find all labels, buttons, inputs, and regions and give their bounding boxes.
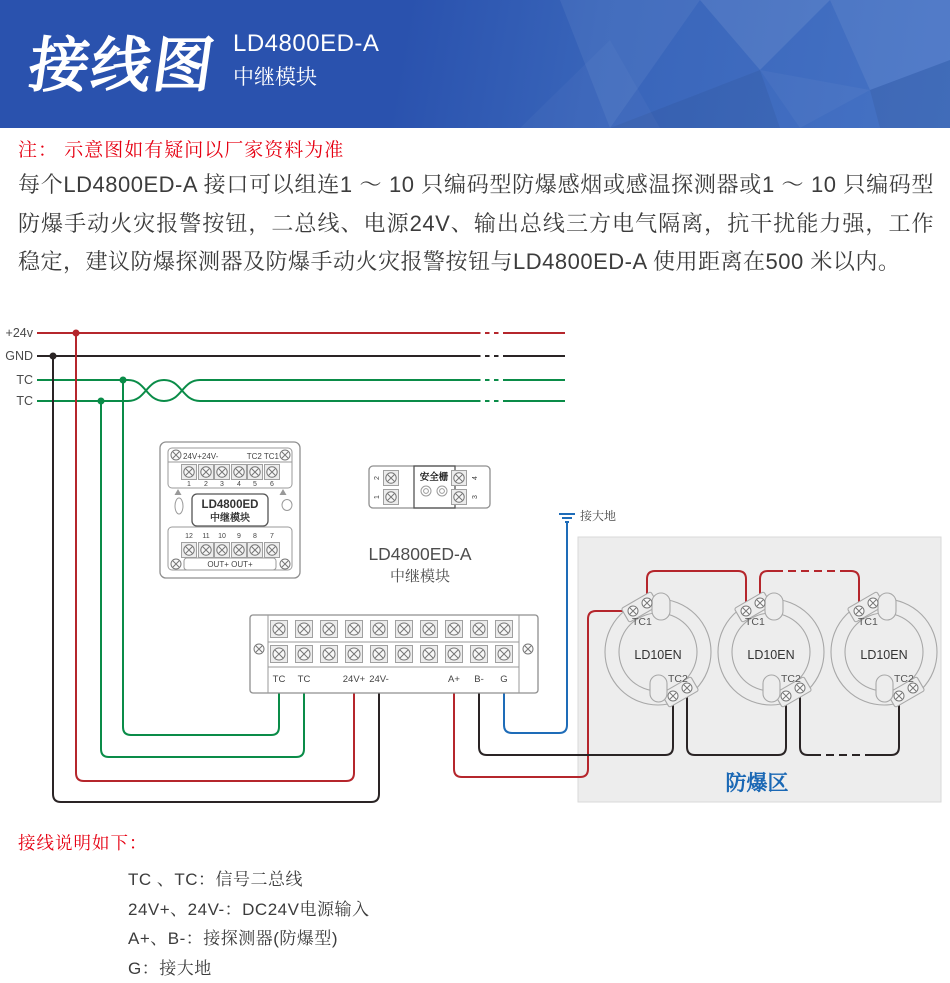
- terminal-strip: [250, 615, 538, 693]
- header-banner: [0, 0, 950, 128]
- module-top-right-label: TC2 TC1: [247, 452, 280, 461]
- bus-lines: [5, 326, 565, 408]
- terminal-screw: [452, 490, 467, 505]
- terminal-screw: [496, 621, 513, 638]
- screw-icon: [254, 644, 264, 654]
- detector-tc2-label: TC2: [781, 673, 801, 685]
- junction-dot-black: [50, 353, 57, 360]
- junction-dot-red: [73, 330, 80, 337]
- legend-item: 24V+、24V-：DC24V电源输入: [128, 895, 369, 925]
- terminal-number: 10: [218, 533, 226, 540]
- strip-label-aplus: A+: [448, 674, 460, 685]
- terminal-screw: [496, 646, 513, 663]
- terminal-number: 3: [472, 495, 479, 499]
- junction-dot-green-a: [120, 377, 127, 384]
- screw-icon: [755, 598, 765, 608]
- safety-barrier-box: [369, 466, 490, 508]
- barrier-label: 安全栅: [420, 471, 449, 483]
- terminal-screw: [215, 465, 230, 480]
- terminal-screw: [296, 646, 313, 663]
- screw-icon: [668, 691, 678, 701]
- screw-icon: [868, 598, 878, 608]
- diagram-caption: LD4800ED-A: [368, 544, 471, 564]
- terminal-number: 11: [202, 533, 209, 540]
- terminal-screw: [321, 621, 338, 638]
- screw-icon: [171, 450, 181, 460]
- detector-tc2-label: TC2: [894, 673, 914, 685]
- wiring-diagram: [0, 320, 950, 822]
- note-text: 注： 示意图如有疑问以厂家资料为准: [18, 135, 344, 162]
- strip-label-24vminus: 24V-: [369, 674, 389, 685]
- terminal-screw: [371, 621, 388, 638]
- header-model: LD4800ED-A: [233, 30, 379, 58]
- screw-icon: [523, 644, 533, 654]
- terminal-screw: [396, 621, 413, 638]
- legend-item: TC 、TC：信号二总线: [128, 865, 369, 895]
- detector-name: LD10EN: [634, 648, 681, 662]
- terminal-screw: [471, 646, 488, 663]
- module-detail-box: [160, 442, 300, 578]
- terminal-screw: [471, 621, 488, 638]
- screw-icon: [894, 691, 904, 701]
- screw-icon: [741, 606, 751, 616]
- terminal-screw: [296, 621, 313, 638]
- detector-tc1-label: TC1: [858, 616, 878, 628]
- page-title: 接线图: [24, 18, 222, 104]
- terminal-screw: [182, 543, 197, 558]
- header-subtitle: 中继模块: [233, 61, 317, 91]
- description-text: 每个LD4800ED-A 接口可以组连1 ～ 10 只编码型防爆感烟或感温探测器或1 ～ 10 只编码型防爆手动火灾报警按钮，二总线、电源24V、输出总线三方电气隔离，抗干扰能力强，工作稳定，建议防爆探测器及防爆手动火灾报警按钮与LD4800ED-A 使用距离在500 米以内。: [18, 166, 934, 282]
- terminal-screw: [346, 646, 363, 663]
- legend: [18, 830, 369, 983]
- strip-label-g: G: [500, 674, 507, 685]
- strip-label-tc1: TC: [273, 674, 286, 685]
- terminal-number: 1: [374, 495, 381, 499]
- terminal-screw: [199, 465, 214, 480]
- bus-label-gnd: GND: [5, 349, 33, 363]
- bus-label-tc1: TC: [16, 373, 33, 387]
- terminal-screw: [346, 621, 363, 638]
- screw-icon: [171, 559, 181, 569]
- legend-item: G：接大地: [128, 954, 369, 983]
- terminal-screw: [371, 646, 388, 663]
- screw-icon: [642, 598, 652, 608]
- terminal-screw: [248, 465, 263, 480]
- screw-icon: [781, 691, 791, 701]
- module-name: LD4800ED: [202, 499, 259, 511]
- junction-dot-green-b: [98, 398, 105, 405]
- terminal-number: 6: [270, 481, 274, 488]
- terminal-number: 9: [237, 533, 241, 540]
- terminal-screw: [232, 465, 247, 480]
- terminal-screw: [446, 621, 463, 638]
- terminal-number: 12: [185, 533, 193, 540]
- terminal-screw: [248, 543, 263, 558]
- detector-name: LD10EN: [747, 648, 794, 662]
- terminal-number: 5: [253, 481, 257, 488]
- detector-tc1-label: TC1: [745, 616, 765, 628]
- detector-tc1-label: TC1: [632, 616, 652, 628]
- terminal-screw: [232, 543, 247, 558]
- module-bottom-label: OUT+ OUT+: [207, 560, 253, 569]
- strip-label-bminus: B-: [474, 674, 484, 685]
- bus-label-tc2: TC: [16, 394, 33, 408]
- terminal-screw: [265, 543, 280, 558]
- terminal-screw: [265, 465, 280, 480]
- strip-label-24vplus: 24V+: [343, 674, 366, 685]
- legend-item: A+、B-：接探测器(防爆型): [128, 924, 369, 954]
- zone-label: 防爆区: [726, 772, 789, 795]
- terminal-screw: [182, 465, 197, 480]
- terminal-screw: [271, 621, 288, 638]
- terminal-number: 1: [187, 481, 191, 488]
- terminal-number: 4: [237, 481, 241, 488]
- strip-label-tc2: TC: [298, 674, 311, 685]
- terminal-number: 3: [220, 481, 224, 488]
- terminal-screw: [446, 646, 463, 663]
- terminal-screw: [396, 646, 413, 663]
- terminal-screw: [452, 471, 467, 486]
- terminal-screw: [421, 621, 438, 638]
- terminal-screw: [215, 543, 230, 558]
- screw-icon: [280, 559, 290, 569]
- terminal-number: 4: [472, 476, 479, 480]
- screw-icon: [628, 606, 638, 616]
- legend-title: 接线说明如下：: [18, 830, 369, 855]
- terminal-screw: [384, 471, 399, 486]
- module-name-sub: 中继模块: [210, 511, 250, 524]
- terminal-screw: [421, 646, 438, 663]
- terminal-screw: [384, 490, 399, 505]
- terminal-number: 2: [374, 476, 381, 480]
- terminal-screw: [271, 646, 288, 663]
- terminal-number: 2: [204, 481, 208, 488]
- terminal-screw: [321, 646, 338, 663]
- screw-icon: [280, 450, 290, 460]
- legend-items: [128, 865, 369, 983]
- terminal-screw: [199, 543, 214, 558]
- screw-icon: [854, 606, 864, 616]
- detector-name: LD10EN: [860, 648, 907, 662]
- terminal-number: 7: [270, 533, 274, 540]
- ground-label: 接大地: [580, 508, 616, 523]
- strip-outline: [250, 615, 538, 693]
- module-top-left-label: 24V+24V-: [183, 452, 219, 461]
- terminal-number: 8: [253, 533, 257, 540]
- diagram-caption-sub: 中继模块: [390, 567, 450, 585]
- earth-ground-icon: [559, 514, 575, 522]
- detector-tc2-label: TC2: [668, 673, 688, 685]
- bus-label-24v: +24v: [6, 326, 34, 340]
